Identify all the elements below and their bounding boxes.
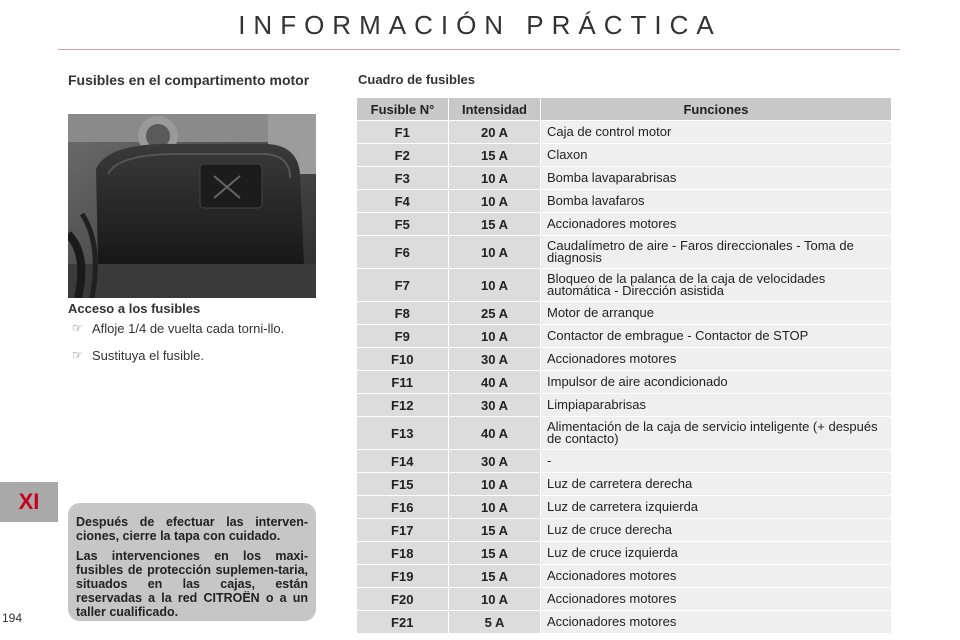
table-row	[357, 450, 892, 473]
fuse-amperage: 15 A	[449, 519, 541, 542]
fuse-function: Accionadores motores	[541, 213, 892, 236]
table-row	[357, 519, 892, 542]
fuse-amperage: 20 A	[449, 121, 541, 144]
fuse-function: Impulsor de aire acondicionado	[541, 371, 892, 394]
fuse-function: Motor de arranque	[541, 302, 892, 325]
fuse-function: Accionadores motores	[541, 611, 892, 634]
fuse-number: F1	[357, 121, 449, 144]
header-fuse: Fusible N°	[357, 98, 449, 121]
table-row	[357, 348, 892, 371]
table-row	[357, 213, 892, 236]
fuse-number: F10	[357, 348, 449, 371]
step-text: Sustituya el fusible.	[92, 348, 205, 363]
fuse-amperage: 15 A	[449, 144, 541, 167]
table-header-row	[357, 98, 892, 121]
header-functions: Funciones	[541, 98, 892, 121]
note-paragraph: Las intervenciones en los maxi-fusibles de protección suplemen-taria, situados en las cajas, están reservadas a la red CITROËN o a un taller cualificado.	[76, 549, 308, 619]
table-row	[357, 190, 892, 213]
fuse-number: F7	[357, 269, 449, 302]
fuse-number: F5	[357, 213, 449, 236]
warning-note	[68, 503, 316, 621]
header-divider	[58, 49, 900, 50]
page-title: INFORMACIÓN PRÁCTICA	[238, 10, 722, 40]
fuse-function: Luz de carretera izquierda	[541, 496, 892, 519]
fuse-amperage: 40 A	[449, 417, 541, 450]
access-heading: Acceso a los fusibles	[68, 301, 201, 316]
fuse-function: Bloqueo de la palanca de la caja de velocidades automática - Dirección asistida	[541, 269, 892, 302]
table-row	[357, 371, 892, 394]
table-row	[357, 542, 892, 565]
table-row	[357, 269, 892, 302]
fuse-amperage: 30 A	[449, 450, 541, 473]
step-2	[72, 349, 322, 362]
fuse-amperage: 10 A	[449, 325, 541, 348]
fuse-function: Limpiaparabrisas	[541, 394, 892, 417]
pointing-hand-icon: ☞	[72, 348, 83, 362]
step-1	[72, 322, 322, 335]
fuse-amperage: 10 A	[449, 190, 541, 213]
fuse-amperage: 30 A	[449, 394, 541, 417]
fuse-amperage: 10 A	[449, 496, 541, 519]
table-row	[357, 394, 892, 417]
fuse-amperage: 10 A	[449, 167, 541, 190]
fuse-number: F12	[357, 394, 449, 417]
fuse-amperage: 30 A	[449, 348, 541, 371]
fuse-number: F14	[357, 450, 449, 473]
step-text: Afloje 1/4 de vuelta cada torni-llo.	[92, 321, 285, 336]
fuse-amperage: 10 A	[449, 473, 541, 496]
fuse-function: Luz de cruce izquierda	[541, 542, 892, 565]
fuse-number: F13	[357, 417, 449, 450]
fuse-amperage: 15 A	[449, 213, 541, 236]
fuse-function: Accionadores motores	[541, 565, 892, 588]
table-row	[357, 236, 892, 269]
fuse-number: F21	[357, 611, 449, 634]
fuse-function: Accionadores motores	[541, 588, 892, 611]
fuse-function: Caja de control motor	[541, 121, 892, 144]
fuse-amperage: 15 A	[449, 565, 541, 588]
fuse-amperage: 25 A	[449, 302, 541, 325]
fuse-number: F2	[357, 144, 449, 167]
fuse-function: Bomba lavaparabrisas	[541, 167, 892, 190]
fuse-function: Bomba lavafaros	[541, 190, 892, 213]
fuse-amperage: 5 A	[449, 611, 541, 634]
fuse-number: F8	[357, 302, 449, 325]
fuse-function: Luz de carretera derecha	[541, 473, 892, 496]
fuse-amperage: 10 A	[449, 588, 541, 611]
table-row	[357, 565, 892, 588]
fuse-number: F19	[357, 565, 449, 588]
table-row	[357, 473, 892, 496]
fuse-number: F11	[357, 371, 449, 394]
fuse-table	[356, 97, 892, 634]
fuse-number: F16	[357, 496, 449, 519]
fuse-number: F18	[357, 542, 449, 565]
fuse-function: Caudalímetro de aire - Faros direccionales - Toma de diagnosis	[541, 236, 892, 269]
fuse-number: F6	[357, 236, 449, 269]
table-row	[357, 144, 892, 167]
engine-fusebox-photo	[68, 114, 316, 298]
fuse-number: F3	[357, 167, 449, 190]
fuse-amperage: 10 A	[449, 269, 541, 302]
chapter-tab: XI	[0, 482, 58, 522]
table-row	[357, 588, 892, 611]
table-row	[357, 611, 892, 634]
fuse-number: F4	[357, 190, 449, 213]
page-number: 194	[2, 611, 23, 625]
table-row	[357, 121, 892, 144]
pointing-hand-icon: ☞	[72, 321, 83, 335]
fuse-function: Accionadores motores	[541, 348, 892, 371]
fuse-amperage: 10 A	[449, 236, 541, 269]
table-row	[357, 417, 892, 450]
fuse-function: Contactor de embrague - Contactor de STOP	[541, 325, 892, 348]
fuse-number: F15	[357, 473, 449, 496]
header-amp: Intensidad	[449, 98, 541, 121]
fuse-number: F9	[357, 325, 449, 348]
section-title: Fusibles en el compartimento motor	[68, 72, 310, 88]
fuse-number: F20	[357, 588, 449, 611]
table-title: Cuadro de fusibles	[358, 72, 476, 87]
note-paragraph: Después de efectuar las interven-ciones, cierre la tapa con cuidado.	[76, 515, 308, 543]
fuse-amperage: 40 A	[449, 371, 541, 394]
fuse-number: F17	[357, 519, 449, 542]
table-row	[357, 302, 892, 325]
table-row	[357, 496, 892, 519]
fuse-function: Alimentación de la caja de servicio inteligente (+ después de contacto)	[541, 417, 892, 450]
fuse-amperage: 15 A	[449, 542, 541, 565]
fuse-function: Claxon	[541, 144, 892, 167]
table-row	[357, 325, 892, 348]
table-row	[357, 167, 892, 190]
fuse-function: Luz de cruce derecha	[541, 519, 892, 542]
fuse-function: -	[541, 450, 892, 473]
